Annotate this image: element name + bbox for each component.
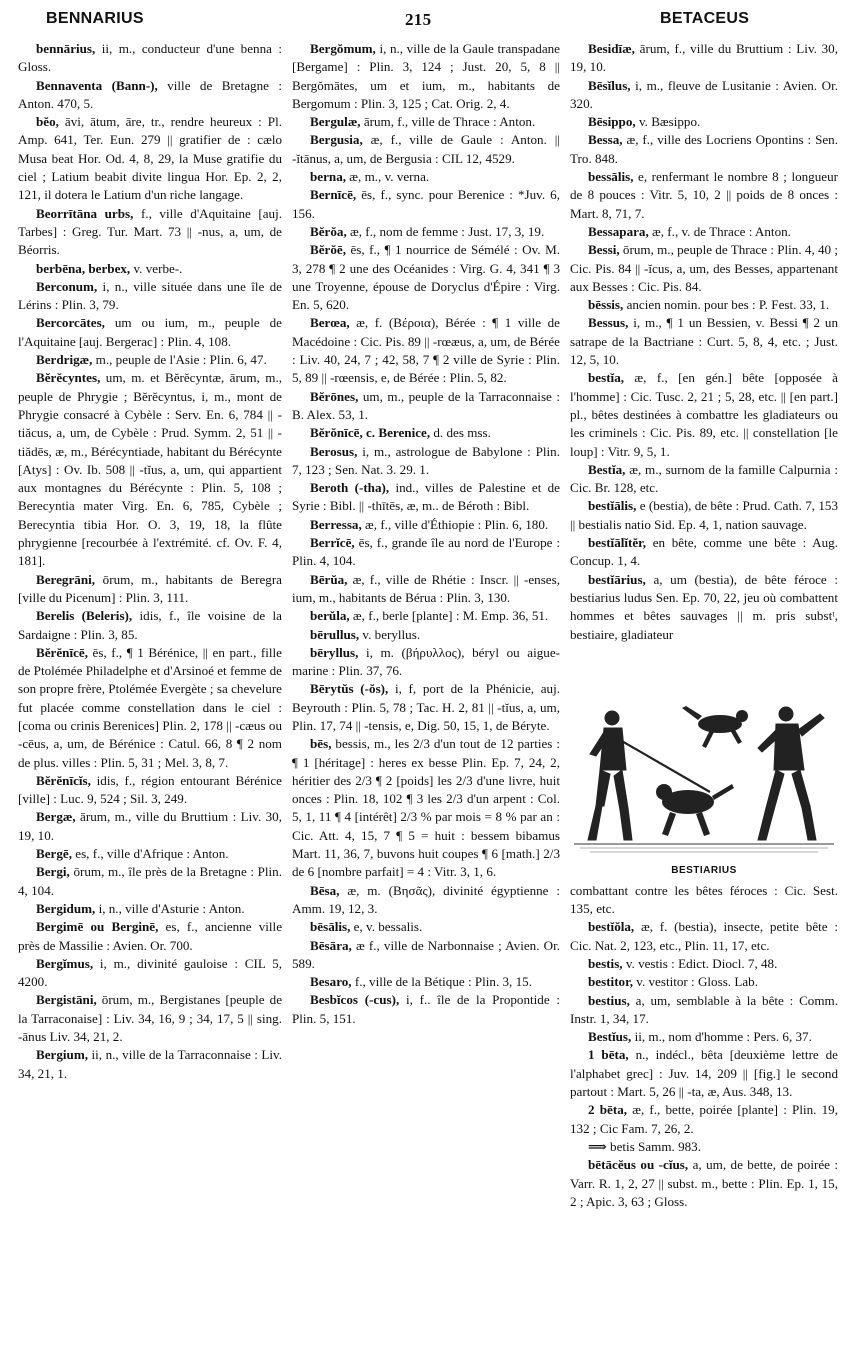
headword: ⟹ xyxy=(588,1138,607,1154)
entry-definition: āvi, ātum, āre, tr., rendre heureux : Pl. Amp. 641, Ter. Eun. 279 || gratifier de : cælo Musa beat Hor. Od. 4, 8, 29, la Muse gratifie du ciel ; Latium beabit divite lingua Hor. Ep. 2, 2, 121, il dotera le Latium d'un riche langage. xyxy=(18,114,282,203)
bestiarius-illustration xyxy=(570,684,838,874)
headword: Bergĭmus, xyxy=(36,955,94,971)
headword: Bestĭus, xyxy=(588,1029,632,1045)
dictionary-entry xyxy=(292,443,560,480)
entry-definition: um, m. et Bĕrĕcyntæ, ārum, m., peuple de Phrygie ; Bĕrĕcyntus, i, m., mont de Phrygie consacré à Cybèle : Serv. En. 6, 784 || -tiăcus, a, um, de Cybèle : Prud. Symm. 2, 51 || -tiădēs, æ, m., Bérécyntiade, habitant du Bérécynte [Atys] : Ov. Ib. 508 || -tĭus, a, um, qui appartient aux montagnes du Bérécynte : Plin. 5, 108 ; Berecyntia mater Virg. En. 6, 785, Cybèle ; Berecyntia tibia Hor. O. 3, 19, 18, la flûte phrygienne [recourbée à l'extrémité. cf. Ov. F. 4, 181]. xyxy=(18,370,282,569)
dictionary-entry xyxy=(18,900,282,918)
dictionary-entry xyxy=(570,1028,838,1046)
dictionary-entry xyxy=(570,1101,838,1138)
entry-definition: en bête, comme une bête : Aug. Concup. 1, 4. xyxy=(570,535,838,569)
entry-definition: v. vestitor : Gloss. Lab. xyxy=(632,974,758,990)
headword: Bercorcātes, xyxy=(36,315,105,331)
headword: 2 bēta, xyxy=(588,1102,628,1118)
entry-definition: æ, f., [en gén.] bête [opposée à l'homme] : Cic. Tusc. 2, 21 ; 5, 28, etc. || [en part.] pl., bêtes destinées à combattre les gladiateurs ou les criminels : Cic. Pis. 89, etc. || constellation [le loup] : Vitr. 9, 5, 1. xyxy=(570,370,838,459)
entry-definition: ārum, f., ville de Thrace : Anton. xyxy=(360,114,536,130)
bestiarius-icon xyxy=(570,684,838,860)
entry-definition: bessis, m., les 2/3 d'un tout de 12 parties : ¶ 1 [héritage] : heres ex besse Plin. Ep. 7, 24, 2, héritier des 2/3 ¶ 2 [poids] les 2/3 d'une livre, huit onces : Plin. 18, 102 ¶ 3 les 2/3 d'un arpent : Col. 5, 1, 11 ¶ 4 [intérêt] 2/3 % par mois = 8 % par an : Cic. Att. 4, 15, 7 ¶ 5 = huit : bessem bibamus Mart. 11, 36, 7, buvons huit coupes ¶ 6 [math.] 2/3 de 6 [nombre parfait] = 4 : Vitr. 3, 1, 6. xyxy=(292,736,560,880)
dictionary-entry xyxy=(18,571,282,608)
entry-definition: a, um (bestia), de bête féroce : bestiarius ludus Sen. Ep. 70, 22, jeu où combattent hommes et bêtes sauvages || m. pris substᵗ, bestiaire, gladiateur xyxy=(570,571,838,642)
entry-definition: f., ville de la Bétique : Plin. 3, 15. xyxy=(351,974,532,990)
entry-definition: v. Bæsippo. xyxy=(635,114,701,130)
entry-definition: ēs, f., grande île au nord de l'Europe : Plin. 4, 104. xyxy=(292,535,560,569)
headword: Bĕrŏa, xyxy=(310,223,347,239)
entry-definition: ōrum, m., peuple de Thrace : Plin. 4, 40 ; Cic. Pis. 84 || -ĭcus, a, um, des Besses, appartenant aux Besses : Cic. Pis. 84. xyxy=(570,242,838,294)
headword: 1 bēta, xyxy=(588,1047,629,1063)
headword: bētācĕus ou -cĭus, xyxy=(588,1157,689,1173)
dictionary-entry xyxy=(570,882,838,919)
headword: Beorrītāna urbs, xyxy=(36,205,134,221)
entry-definition: ārum, m., ville du Bruttium : Liv. 30, 19, 10. xyxy=(18,809,282,843)
dictionary-entry xyxy=(570,113,838,131)
dictionary-entry xyxy=(292,571,560,608)
entry-definition: i, n., ville de la Gaule transpadane [Bergame] : Plin. 3, 124 ; Just. 20, 5, 8 || Bergŏmātes, um et ium, m., habitants de Bergomum : Plin. 3, 125 ; Cat. Orig. 2, 4. xyxy=(292,41,560,111)
entry-definition: æ f., ville de Narbonnaise ; Avien. Or. 589. xyxy=(292,937,560,971)
headword: Bēsāra, xyxy=(310,937,352,953)
entry-definition: es, f., ancienne ville près de Massilie : Avien. Or. 700. xyxy=(18,919,282,953)
entry-definition: æ, f., bette, poirée [plante] : Plin. 19, 132 ; Cic Fam. 7, 26, 2. xyxy=(570,1102,838,1136)
headword: Bĕrĕcyntes, xyxy=(36,370,101,386)
dictionary-entry xyxy=(292,131,560,168)
dictionary-entry xyxy=(18,278,282,315)
entry-definition: i, m., astrologue de Babylone : Plin. 7, 123 ; Sen. Nat. 3. 29. 1. xyxy=(292,443,560,477)
headword: Beregrāni, xyxy=(36,571,96,587)
entry-definition: a, um, semblable à la bête : Comm. Instr. 1, 34, 17. xyxy=(570,992,838,1026)
dictionary-entry xyxy=(570,955,838,973)
entry-definition: ēs, f., sync. pour Berenice : *Juv. 6, 156. xyxy=(292,187,560,221)
entry-definition: i, f, port de la Phénicie, auj. Beyrouth : Plin. 5, 78 ; Tac. H. 2, 81 || -tĭus, a, um, Plin. 17, 74 || -tensis, e, Dig. 50, 15, 1, de Béryte. xyxy=(292,681,560,733)
entry-definition: combattant contre les bêtes féroces : Cic. Sest. 135, etc. xyxy=(570,882,838,917)
headword: Bergusia, xyxy=(310,132,363,148)
entry-definition: um ou ium, m., peuple de l'Aquitaine [auj. Bergerac] : Plin. 4, 108. xyxy=(18,315,282,349)
dictionary-entry xyxy=(292,882,560,919)
dictionary-entry xyxy=(570,461,838,498)
headword: Berdrigæ, xyxy=(36,352,93,368)
headword: Bessus, xyxy=(588,315,629,331)
headword: bestĭālis, xyxy=(588,498,637,514)
dictionary-entry xyxy=(18,40,282,77)
entry-definition: ōrum, m., Bergistanes [peuple de la Tarraconaise] : Liv. 34, 16, 9 ; 34, 17, 5 || sing. -ānus Liv. 34, 21, 2. xyxy=(18,992,282,1045)
headword: bestius, xyxy=(588,992,630,1008)
dictionary-entry xyxy=(570,77,838,114)
dictionary-entry xyxy=(570,314,838,369)
dictionary-entry xyxy=(570,992,838,1029)
dictionary-entry xyxy=(292,918,560,936)
entry-definition: betis Samm. 983. xyxy=(606,1138,701,1154)
dictionary-entry xyxy=(292,388,560,425)
dictionary-entry xyxy=(18,77,282,114)
dictionary-entry xyxy=(292,680,560,735)
entry-definition: ēs, f., ¶ 1 nourrice de Sémélé : Ov. M. 3, 278 ¶ 2 une des Océanides : Virg. G. 4, 341 ¶ 3 une Troyenne, épouse de Doryclus d'Épire : Virg. En. 5, 620. xyxy=(292,242,560,313)
entry-definition: i, m., ¶ 1 un Bessien, v. Bessi ¶ 2 un satrape de la Bactriane : Curt. 5, 8, 4, etc. ; Just. 12, 5, 10. xyxy=(570,315,838,368)
entry-definition: ville de Bretagne : Anton. 470, 5. xyxy=(18,77,282,111)
entry-definition: i, n., ville située dans une île de Lérins : Plin. 3, 79. xyxy=(18,278,282,313)
headword: Besidīæ, xyxy=(588,41,635,56)
dictionary-entry xyxy=(570,168,838,223)
headword: berŭla, xyxy=(310,608,350,624)
headword: Bergimē ou Berginē, xyxy=(36,919,159,935)
entry-definition: æ, f., ville des Locriens Opontins : Sen. Tro. 848. xyxy=(570,132,838,166)
entry-definition: n., indécl., bêta [deuxième lettre de l'alphabet grec] : Juv. 14, 209 || [fig.] le second partout : Mart. 5, 26 || -ta, æ, Aus. 348, 13. xyxy=(570,1047,838,1100)
column-2 xyxy=(292,40,560,1352)
entry-definition: v. verbe-. xyxy=(130,260,183,276)
dictionary-entry xyxy=(18,113,282,204)
headword: bestĭŏla, xyxy=(588,919,635,935)
dictionary-entry xyxy=(18,863,282,900)
dictionary-entry xyxy=(292,223,560,241)
headword: Beroth (-tha), xyxy=(310,480,390,496)
entry-definition: i, f.. île de la Propontide : Plin. 5, 151. xyxy=(292,992,560,1026)
dictionary-entry xyxy=(570,534,838,571)
entry-definition: æ, f., ville de Rhétie : Inscr. || -enses, ium, m., habitants de Bérua : Plin. 3, 130. xyxy=(292,571,560,605)
running-head-right: BETACEUS xyxy=(660,10,750,27)
dictionary-entry xyxy=(570,571,838,644)
headword: bērullus, xyxy=(310,626,360,642)
entry-definition: i, m. (βήρυλλος), béryl ou aigue-marine : Plin. 37, 76. xyxy=(292,644,560,679)
entry-definition: ōrum, m., habitants de Beregra [ville du Picenum] : Plin. 3, 111. xyxy=(18,571,282,605)
entry-definition: v. beryllus. xyxy=(359,626,421,642)
dictionary-entry xyxy=(570,241,838,296)
dictionary-entry xyxy=(18,607,282,644)
headword: bēssis, xyxy=(588,297,624,313)
dictionary-entry xyxy=(292,973,560,991)
headword: bĕo, xyxy=(36,114,59,130)
headword: Besbĭcos (-cus), xyxy=(310,992,400,1008)
headword: Bergē, xyxy=(36,846,72,862)
dictionary-entry xyxy=(292,186,560,223)
headword: Bēsippo, xyxy=(588,114,636,130)
entry-definition: idis, f., région entourant Bérénice [ville] : Luc. 9, 524 ; Sil. 3, 249. xyxy=(18,772,282,807)
headword: Bernīcē, xyxy=(310,187,357,203)
headword: Bergium, xyxy=(36,1047,89,1063)
entry-definition: æ, m., v. verna. xyxy=(346,169,430,185)
entry-definition: d. des mss. xyxy=(430,425,491,441)
running-head-left: BENNARIUS xyxy=(46,10,144,27)
headword: Bergulæ, xyxy=(310,114,361,130)
headword: bēsālis, xyxy=(310,919,351,935)
column-3-bottom xyxy=(570,882,838,1211)
entry-definition: æ, f., berle [plante] : M. Emp. 36, 51. xyxy=(349,608,549,624)
dictionary-entry xyxy=(292,626,560,644)
entry-definition: a, um, de bette, de poirée : Varr. R. 1, 2, 27 || subst. m., bette : Plin. Ep. 1, 15, 2 ; Apic. 3, 63 ; Gloss. xyxy=(570,1157,838,1209)
column-1 xyxy=(18,40,282,1352)
headword: Berressa, xyxy=(310,516,362,532)
dictionary-entry xyxy=(292,168,560,186)
entry-definition: es, f., ville d'Afrique : Anton. xyxy=(72,846,229,862)
entry-definition: ēs, f., ¶ 1 Bérénice, || en part., fille de Ptolémée Philadelphe et d'Arsinoé et femme de son propre frère, Ptolémée Evergète ; sa chevelure fut placée comme constellation dans le ciel : [coma ou crinis Berenices] Plin. 2, 178 || -cæus ou -cēus, a, um, de Bérénice : Catul. 66, 8 ¶ 2 nom de plus. villes : Plin. 5, 31 ; Mel. 3, 8, 7. xyxy=(18,644,282,770)
dictionary-entry xyxy=(18,918,282,955)
entry-definition: æ, f., nom de femme : Just. 17, 3, 19. xyxy=(346,223,545,239)
headword: Berrĭcē, xyxy=(310,535,355,551)
entry-definition: æ, f. (Βέροια), Bérée : ¶ 1 ville de Macédoine : Cic. Pis. 89 || -rœæus, a, um, de Bérée : Liv. 40, 24, 7 ; 42, 58, 7 ¶ 2 ville de Syrie : Plin. 5, 89 || -rœensis, e, de Bérée : Plin. 5, 82. xyxy=(292,315,560,386)
entry-definition: ārum, f., ville du Bruttium : Liv. 30, 19, 10. xyxy=(570,41,838,75)
figure-caption: BESTIARIUS xyxy=(671,864,737,876)
headword: Bērŭa, xyxy=(310,571,348,587)
headword: Berelis (Beleris), xyxy=(36,608,133,624)
entry-definition: æ, f., ville d'Éthiopie : Plin. 6, 180. xyxy=(361,516,549,532)
dictionary-entry xyxy=(292,644,560,681)
headword: bēs, xyxy=(310,736,332,752)
dictionary-entry xyxy=(292,534,560,571)
dictionary-entry xyxy=(570,1138,838,1156)
entry-definition: i, m., divinité gauloise : CIL 5, 4200. xyxy=(18,955,282,990)
headword: Bĕrŏē, xyxy=(310,242,346,258)
entry-definition: ii, n., ville de la Tarraconnaise : Liv. 34, 21, 1. xyxy=(18,1047,282,1081)
entry-definition: æ, f., v. de Thrace : Anton. xyxy=(648,223,791,239)
headword: bēryllus, xyxy=(310,644,359,660)
dictionary-entry xyxy=(570,131,838,168)
entry-definition: ii, m., nom d'homme : Pers. 6, 37. xyxy=(631,1029,812,1045)
page-header xyxy=(0,0,850,36)
dictionary-entry xyxy=(292,479,560,516)
dictionary-entry xyxy=(292,113,560,131)
headword: Besaro, xyxy=(310,974,352,990)
headword: bessālis, xyxy=(588,169,634,185)
headword: bestĭa, xyxy=(588,370,625,386)
page-number: 215 xyxy=(405,10,432,29)
dictionary-entry xyxy=(292,991,560,1028)
entry-definition: i, m., fleuve de Lusitanie : Avien. Or. 320. xyxy=(570,77,838,111)
entry-definition: æ, f. (bestia), insecte, petite bête : Cic. Nat. 2, 123, etc., Plin. 11, 17, etc. xyxy=(570,919,838,953)
entry-definition: e (bestia), de bête : Prud. Cath. 7, 153 || bestialis natio Sid. Ep. 4, 1, nation sauvage. xyxy=(570,498,838,532)
headword: Berconum, xyxy=(36,278,98,294)
dictionary-entry xyxy=(18,1046,282,1083)
entry-definition: æ, f., ville de Gaule : Anton. || -ĭtānus, a, um, de Bergusia : CIL 12, 4529. xyxy=(292,132,560,166)
entry-definition: v. vestis : Edict. Diocl. 7, 48. xyxy=(622,955,778,971)
headword: Bessapara, xyxy=(588,223,649,239)
dictionary-entry xyxy=(292,314,560,387)
headword: Bĕrĕnīcĭs, xyxy=(36,772,91,788)
headword: bestitor, xyxy=(588,974,633,990)
headword: bennārius, xyxy=(36,41,96,56)
dictionary-entry xyxy=(18,314,282,351)
headword: Bessi, xyxy=(588,242,620,258)
entry-definition: ii, m., conducteur d'une benna : Gloss. xyxy=(18,41,282,75)
dictionary-entry xyxy=(570,1046,838,1101)
column-3-top xyxy=(570,40,838,644)
headword: Bĕrŏnīcē, c. Berenice, xyxy=(310,425,431,441)
dictionary-entry xyxy=(292,735,560,881)
dictionary-entry xyxy=(292,241,560,314)
entry-definition: æ, m. (Βησᾶς), divinité égyptienne : Amm. 19, 12, 3. xyxy=(292,882,560,916)
dictionary-entry xyxy=(570,973,838,991)
dictionary-entry xyxy=(570,296,838,314)
dictionary-entry xyxy=(292,40,560,113)
dictionary-entry xyxy=(570,369,838,460)
headword: Bessa, xyxy=(588,132,623,148)
entry-definition: æ, m., surnom de la famille Calpurnia : Cic. Br. 128, etc. xyxy=(570,461,838,496)
headword: bestĭārius, xyxy=(588,571,646,587)
dictionary-entry xyxy=(18,955,282,992)
headword: Bergistāni, xyxy=(36,992,97,1008)
headword: Bennaventa (Bann-), xyxy=(36,77,158,93)
headword: Bergi, xyxy=(36,864,70,880)
headword: Bĕrōnes, xyxy=(310,388,359,404)
entry-definition: m., peuple de l'Asie : Plin. 6, 47. xyxy=(92,352,267,368)
dictionary-entry xyxy=(570,1156,838,1211)
entry-definition: e, v. bessalis. xyxy=(350,919,423,935)
dictionary-entry xyxy=(570,223,838,241)
entry-definition: idis, f., île voisine de la Sardaigne : Plin. 3, 85. xyxy=(18,608,282,642)
dictionary-entry xyxy=(292,607,560,625)
entry-definition: f., ville d'Aquitaine [auj. Tarbes] : Greg. Tur. Mart. 73 || -nus, a, um, de Béorris. xyxy=(18,205,282,258)
entry-definition: ancien nomin. pour bes : P. Fest. 33, 1. xyxy=(623,297,830,313)
entry-definition: ind., villes de Palestine et de Syrie : Bibl. || -thītēs, æ, m.. de Béroth : Bibl. xyxy=(292,480,560,514)
headword: Berosus, xyxy=(310,443,358,459)
dictionary-entry xyxy=(570,497,838,534)
entry-definition: ōrum, m., île près de la Bretagne : Plin. 4, 104. xyxy=(18,864,282,898)
dictionary-entry xyxy=(18,260,282,278)
headword: bestĭālĭtĕr, xyxy=(588,535,647,551)
headword: Bērytŭs (-ŏs), xyxy=(310,681,389,697)
headword: bestis, xyxy=(588,955,623,971)
entry-definition: um, m., peuple de la Tarraconnaise : B. Alex. 53, 1. xyxy=(292,388,560,422)
dictionary-entry xyxy=(18,351,282,369)
headword: Bēsa, xyxy=(310,882,340,898)
dictionary-entry xyxy=(18,772,282,809)
dictionary-entry xyxy=(18,845,282,863)
dictionary-entry xyxy=(18,644,282,772)
dictionary-entry xyxy=(292,516,560,534)
headword: Bergidum, xyxy=(36,900,96,916)
headword: Bēsĭlus, xyxy=(588,77,631,93)
headword: berbēna, berbex, xyxy=(36,260,131,276)
dictionary-entry xyxy=(18,205,282,260)
column-3 xyxy=(570,40,838,1352)
headword: berna, xyxy=(310,169,347,185)
headword: Bergæ, xyxy=(36,809,76,825)
dictionary-entry xyxy=(18,369,282,570)
headword: Berœa, xyxy=(310,315,350,331)
headword: Bĕrĕnīcē, xyxy=(36,644,88,660)
dictionary-entry xyxy=(18,991,282,1046)
entry-definition: i, n., ville d'Asturie : Anton. xyxy=(95,900,245,916)
dictionary-entry xyxy=(292,937,560,974)
dictionary-entry xyxy=(570,918,838,955)
dictionary-entry xyxy=(18,808,282,845)
headword: Bestĭa, xyxy=(588,461,626,477)
dictionary-entry xyxy=(292,424,560,442)
dictionary-entry xyxy=(570,40,838,77)
entry-definition: e, renfermant le nombre 8 ; longueur de 8 pouces : Vitr. 5, 10, 2 || poids de 8 onces : Mart. 8, 71, 7. xyxy=(570,169,838,221)
headword: Bergŏmum, xyxy=(310,41,376,56)
